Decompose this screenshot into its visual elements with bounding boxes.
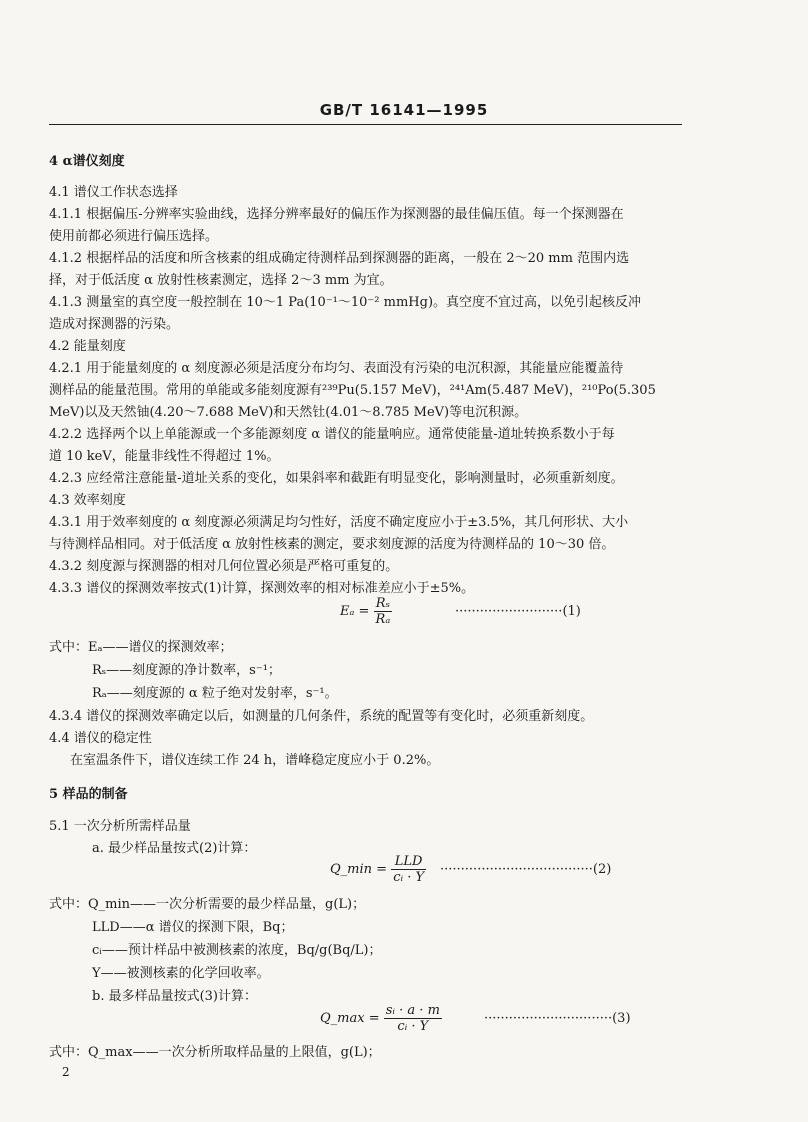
formula-3-fraction bbox=[384, 1003, 442, 1034]
text-line: 4.3.3 谱仪的探测效率按式(1)计算，探测效率的相对标准差应小于±5%。 bbox=[49, 581, 475, 596]
text-line: Rₛ——刻度源的净计数率，s⁻¹； bbox=[92, 663, 281, 678]
formula-3-numerator: sᵢ · a · m bbox=[385, 1003, 440, 1018]
formula-2-numerator: LLD bbox=[391, 854, 426, 870]
text-line: 4.4 谱仪的稳定性 bbox=[49, 731, 152, 746]
formula-1-denominator: Rₐ bbox=[375, 612, 391, 627]
formula-1-fraction bbox=[374, 596, 393, 627]
text-line: 4.1 谱仪工作状态选择 bbox=[49, 185, 178, 200]
text-line: 式中：Eₐ——谱仪的探测效率； bbox=[49, 640, 233, 655]
formula-1 bbox=[340, 596, 392, 627]
text-line: a. 最少样品量按式(2)计算： bbox=[92, 841, 257, 856]
text-line: 择，对于低活度 α 放射性核素测定，选择 2～3 mm 为宜。 bbox=[49, 273, 393, 288]
text-line: 4.3.2 刻度源与探测器的相对几何位置必须是严格可重复的。 bbox=[49, 559, 399, 574]
text-line: 与待测样品相同。对于低活度 α 放射性核素的测定，要求刻度源的活度为待测样品的 10～30 倍。 bbox=[49, 537, 615, 552]
formula-3-denominator: cᵢ · Y bbox=[397, 1019, 429, 1034]
formula-2-number: ·····································(2) bbox=[440, 862, 612, 877]
text-line: 造成对探测器的污染。 bbox=[49, 317, 180, 332]
formula-1-number: ··························(1) bbox=[455, 604, 581, 619]
formula-2-fraction bbox=[391, 854, 426, 885]
formula-1-lhs: Eₐ = bbox=[340, 604, 370, 619]
text-line: 道 10 keV，能量非线性不得超过 1%。 bbox=[49, 449, 280, 464]
formula-3-number: ·······························(3) bbox=[484, 1011, 631, 1026]
formula-3 bbox=[320, 1003, 442, 1034]
text-line: 测样品的能量范围。常用的单能或多能刻度源有²³⁹Pu(5.157 MeV)，²⁴¹Am(5.487 MeV)，²¹⁰Po(5.305 bbox=[49, 383, 656, 398]
text-line: 式中：Q_max——一次分析所取样品量的上限值，g(L)； bbox=[49, 1045, 381, 1060]
text-line: 4.1.1 根据偏压-分辨率实验曲线，选择分辨率最好的偏压作为探测器的最佳偏压值。每一个探测器在 bbox=[49, 207, 624, 222]
text-line: 4.3.4 谱仪的探测效率确定以后，如测量的几何条件，系统的配置等有变化时，必须重新刻度。 bbox=[49, 709, 594, 724]
formula-2-denominator: cᵢ · Y bbox=[393, 870, 425, 885]
text-line: 4.1.3 测量室的真空度一般控制在 10～1 Pa(10⁻¹～10⁻² mmHg)。真空度不宜过高，以免引起核反冲 bbox=[49, 295, 642, 310]
formula-3-lhs: Q_max = bbox=[320, 1011, 380, 1026]
text-line: 4.3.1 用于效率刻度的 α 刻度源必须满足均匀性好，活度不确定度应小于±3.5%，其几何形状、大小 bbox=[49, 515, 629, 530]
text-line: 4.1.2 根据样品的活度和所含核素的组成确定待测样品到探测器的距离，一般在 2～20 mm 范围内选 bbox=[49, 251, 630, 266]
formula-2-lhs: Q_min = bbox=[330, 862, 388, 877]
formula-2 bbox=[330, 854, 426, 885]
text-line: 式中：Q_min——一次分析需要的最少样品量，g(L)； bbox=[49, 897, 366, 912]
text-line: Rₐ——刻度源的 α 粒子绝对发射率，s⁻¹。 bbox=[92, 686, 338, 701]
text-line: 5.1 一次分析所需样品量 bbox=[49, 819, 191, 834]
text-line: 4.2.1 用于能量刻度的 α 刻度源必须是活度分布均匀、表面没有污染的电沉积源，其能量应能覆盖待 bbox=[49, 361, 624, 376]
text-line: 5 样品的制备 bbox=[49, 787, 128, 802]
header-rule bbox=[49, 124, 682, 125]
page-number: 2 bbox=[62, 1065, 70, 1079]
text-line: cᵢ——预计样品中被测核素的浓度，Bq/g(Bq/L)； bbox=[92, 943, 382, 958]
text-line: Y——被测核素的化学回收率。 bbox=[92, 966, 270, 981]
text-line: 4.3 效率刻度 bbox=[49, 493, 126, 508]
text-line: 4.2 能量刻度 bbox=[49, 339, 126, 354]
text-line: MeV)以及天然铀(4.20～7.688 MeV)和天然钍(4.01～8.785 MeV)等电沉积源。 bbox=[49, 405, 528, 420]
text-line: 使用前都必须进行偏压选择。 bbox=[49, 229, 219, 244]
text-line: 4.2.2 选择两个以上单能源或一个多能源刻度 α 谱仪的能量响应。通常使能量-道址转换系数小于每 bbox=[49, 427, 615, 442]
text-line: b. 最多样品量按式(3)计算： bbox=[92, 989, 258, 1004]
text-line: 4 α谱仪刻度 bbox=[49, 154, 125, 169]
text-line: 在室温条件下，谱仪连续工作 24 h，谱峰稳定度应小于 0.2%。 bbox=[70, 753, 440, 768]
document-header: GB/T 16141—1995 bbox=[319, 101, 489, 119]
text-line: LLD——α 谱仪的探测下限，Bq； bbox=[92, 920, 294, 935]
formula-1-numerator: Rₛ bbox=[374, 596, 393, 612]
text-line: 4.2.3 应经常注意能量-道址关系的变化，如果斜率和截距有明显变化，影响测量时，必须重新刻度。 bbox=[49, 471, 624, 486]
